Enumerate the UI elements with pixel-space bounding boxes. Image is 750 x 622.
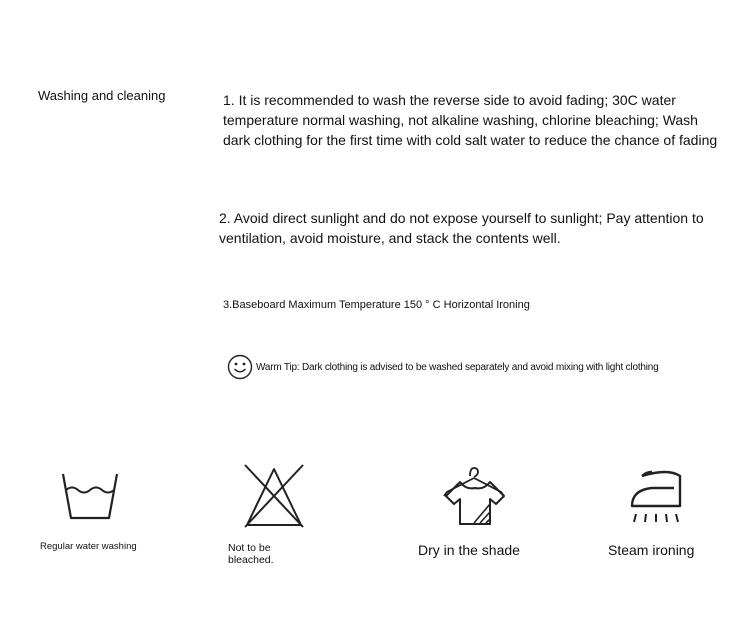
warm-tip-text: Warm Tip: Dark clothing is advised to be washed separately and avoid mixing with light clothing [256,361,659,373]
instruction-3: 3.Baseboard Maximum Temperature 150 ° C Horizontal Ironing [223,299,530,311]
instruction-1: 1. It is recommended to wash the reverse side to avoid fading; 30C water temperature normal washing, not alkaline washing, chlorine bleaching; Wash dark clothing for the first time with cold salt water to reduce the chance of fading [223,92,718,148]
care-label-iron: Steam ironing [608,542,695,558]
care-label-shade: Dry in the shade [418,542,520,558]
care-label-wash: Regular water washing [40,541,137,552]
wash-tub-icon [60,470,120,522]
no-bleach-icon [243,463,305,529]
shade-dry-icon [442,466,506,528]
steam-iron-icon [628,468,688,526]
care-label-bleach: Not to be bleached. [228,542,274,566]
section-title: Washing and cleaning [38,88,166,103]
smiley-icon [227,354,253,380]
warm-tip [227,354,659,380]
instruction-2: 2. Avoid direct sunlight and do not expose yourself to sunlight; Pay attention to ventilation, avoid moisture, and stack the contents well. [219,210,704,246]
